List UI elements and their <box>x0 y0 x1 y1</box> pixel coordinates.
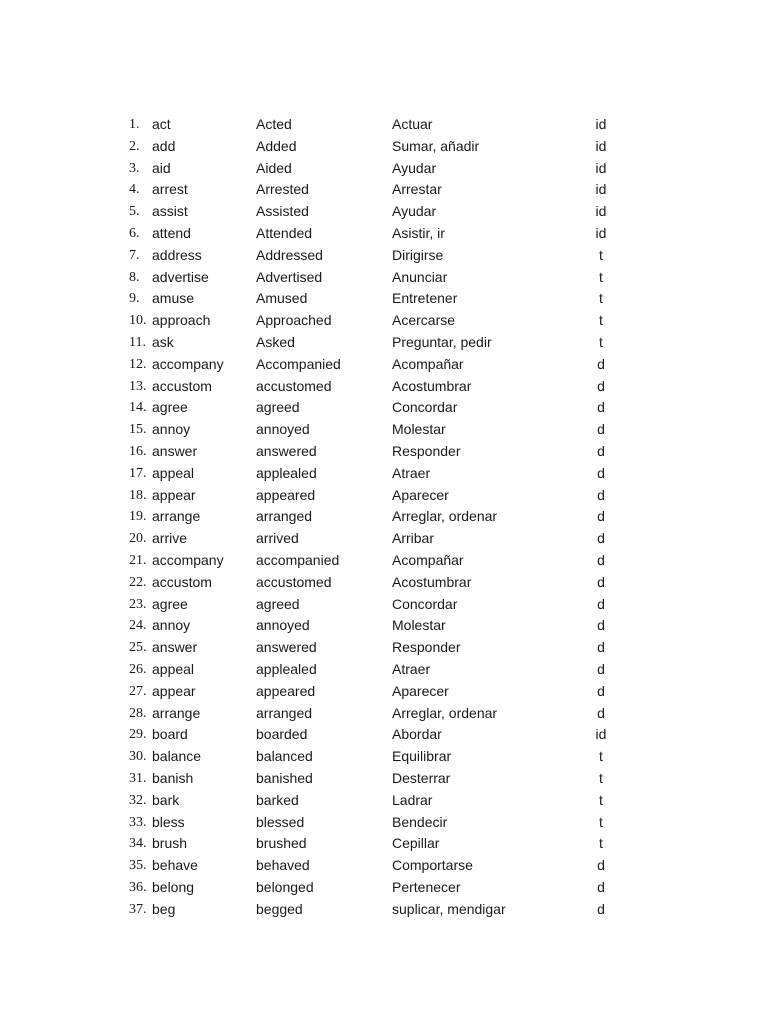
verb-row <box>0 615 768 637</box>
verb-base-form: behave <box>152 857 198 874</box>
verb-base-form: address <box>152 246 202 263</box>
verb-past-form: applealed <box>256 661 317 677</box>
verb-row <box>0 877 768 899</box>
verb-spanish-translation: Sumar, añadir <box>392 137 480 154</box>
verb-spanish-translation: Equilibrar <box>392 748 452 765</box>
verb-spanish-translation: Arrestar <box>392 181 442 198</box>
verb-ending-sound: t <box>599 246 603 263</box>
verb-spanish-translation: Aparecer <box>392 682 449 699</box>
verb-base-form: aid <box>152 159 171 176</box>
verb-spanish-translation: Bendecir <box>392 813 448 830</box>
verb-ending-sound: d <box>597 377 605 394</box>
verb-base-form: belong <box>152 879 195 895</box>
verb-ending-sound: id <box>595 203 607 220</box>
row-number: 18. <box>129 487 147 503</box>
verb-ending-sound: d <box>597 530 605 547</box>
verb-base-form: appear <box>152 486 196 503</box>
verb-ending-sound: d <box>597 552 605 568</box>
verb-row <box>0 223 768 245</box>
row-number: 37. <box>129 901 147 917</box>
row-number: 8. <box>129 269 140 285</box>
verb-spanish-translation: Arreglar, ordenar <box>392 508 498 525</box>
verb-row <box>0 572 768 594</box>
verb-past-form: answered <box>256 443 317 459</box>
row-number: 22. <box>129 574 147 590</box>
verb-base-form: attend <box>152 225 191 241</box>
verb-past-form: annoyed <box>256 617 310 634</box>
verb-past-form: banished <box>256 770 313 786</box>
verb-row <box>0 136 768 158</box>
verb-base-form: assist <box>152 203 188 220</box>
row-number: 31. <box>129 771 147 786</box>
verb-row <box>0 790 768 812</box>
verb-past-form: Attended <box>256 225 313 241</box>
verb-past-form: behaved <box>256 857 310 874</box>
verb-spanish-translation: Entretener <box>392 290 458 307</box>
verb-row <box>0 179 768 201</box>
verb-ending-sound: id <box>595 116 607 132</box>
verb-row <box>0 812 768 834</box>
row-number: 10. <box>129 313 147 329</box>
verb-ending-sound: d <box>597 879 605 895</box>
verb-spanish-translation: Aparecer <box>392 486 449 503</box>
verb-base-form: accompany <box>152 355 224 372</box>
verb-spanish-translation: Acompañar <box>392 552 464 568</box>
verb-spanish-translation: Molestar <box>392 421 446 438</box>
verb-past-form: appeared <box>256 682 316 699</box>
verb-base-form: agree <box>152 595 188 612</box>
verb-spanish-translation: Comportarse <box>392 857 473 874</box>
verb-ending-sound: id <box>595 726 607 743</box>
verb-past-form: arranged <box>256 508 313 525</box>
row-number: 5. <box>129 204 140 220</box>
verb-row <box>0 594 768 616</box>
row-number: 14. <box>129 400 147 416</box>
verb-row <box>0 201 768 223</box>
verb-base-form: answer <box>152 443 198 459</box>
verb-spanish-translation: Concordar <box>392 595 458 612</box>
verb-spanish-translation: Responder <box>392 639 461 656</box>
row-number: 20. <box>129 531 147 547</box>
verb-spanish-translation: Desterrar <box>392 770 451 786</box>
row-number: 25. <box>129 640 147 656</box>
verb-spanish-translation: Abordar <box>392 726 442 743</box>
row-number: 33. <box>129 814 147 830</box>
verb-row <box>0 376 768 398</box>
verb-base-form: annoy <box>152 421 191 438</box>
verb-spanish-translation: Acompañar <box>392 355 464 372</box>
verb-ending-sound: t <box>599 312 603 329</box>
verb-spanish-translation: Acostumbrar <box>392 377 472 394</box>
verb-past-form: Approached <box>256 312 332 329</box>
verb-row <box>0 855 768 877</box>
verb-base-form: accompany <box>152 552 224 568</box>
verb-base-form: approach <box>152 312 211 329</box>
verb-ending-sound: t <box>599 268 603 285</box>
verb-row <box>0 245 768 267</box>
verb-past-form: Assisted <box>256 203 309 220</box>
row-number: 13. <box>129 378 147 394</box>
verb-ending-sound: t <box>599 770 603 786</box>
verb-ending-sound: t <box>599 791 603 808</box>
verb-spanish-translation: Dirigirse <box>392 246 444 263</box>
verb-past-form: Acted <box>256 116 292 132</box>
verb-ending-sound: d <box>597 464 605 481</box>
verb-past-form: Accompanied <box>256 355 341 372</box>
verb-past-form: Advertised <box>256 268 323 285</box>
verb-ending-sound: d <box>597 900 605 917</box>
verb-past-form: Addressed <box>256 246 323 263</box>
verb-spanish-translation: Ayudar <box>392 203 437 220</box>
verb-ending-sound: t <box>599 835 603 852</box>
verb-ending-sound: id <box>595 159 607 176</box>
row-number: 17. <box>129 465 147 481</box>
verb-spanish-translation: Actuar <box>392 116 433 132</box>
verb-ending-sound: d <box>597 399 605 416</box>
verb-ending-sound: t <box>599 334 603 350</box>
verb-past-form: Asked <box>256 334 295 350</box>
verb-row <box>0 768 768 790</box>
verb-spanish-translation: Cepillar <box>392 835 440 852</box>
row-number: 24. <box>129 618 147 634</box>
verb-base-form: amuse <box>152 290 195 307</box>
verb-ending-sound: d <box>597 661 605 677</box>
row-number: 19. <box>129 509 147 525</box>
verb-base-form: annoy <box>152 617 191 634</box>
verb-past-form: applealed <box>256 464 317 481</box>
verb-past-form: brushed <box>256 835 307 852</box>
verb-ending-sound: t <box>599 813 603 830</box>
verb-spanish-translation: Molestar <box>392 617 446 634</box>
verb-spanish-translation: Atraer <box>392 464 431 481</box>
verb-base-form: board <box>152 726 188 743</box>
verb-ending-sound: d <box>597 595 605 612</box>
verb-row <box>0 463 768 485</box>
verb-spanish-translation: Arribar <box>392 530 435 547</box>
verb-ending-sound: d <box>597 857 605 874</box>
verb-base-form: banish <box>152 770 194 786</box>
verb-ending-sound: id <box>595 225 607 241</box>
verb-row <box>0 724 768 746</box>
verb-row <box>0 833 768 855</box>
verb-row <box>0 485 768 507</box>
verb-base-form: appeal <box>152 464 195 481</box>
verb-base-form: advertise <box>152 268 209 285</box>
verb-base-form: arrest <box>152 181 188 198</box>
verb-row <box>0 158 768 180</box>
verb-ending-sound: d <box>597 639 605 656</box>
row-number: 29. <box>129 727 147 743</box>
verb-base-form: beg <box>152 900 176 917</box>
verb-ending-sound: d <box>597 704 605 721</box>
verb-past-form: blessed <box>256 813 305 830</box>
verb-base-form: arrange <box>152 508 201 525</box>
verb-row <box>0 506 768 528</box>
row-number: 3. <box>129 160 140 176</box>
verb-past-form: appeared <box>256 486 316 503</box>
verb-ending-sound: t <box>599 290 603 307</box>
verb-past-form: Aided <box>256 159 292 176</box>
verb-past-form: boarded <box>256 726 308 743</box>
row-number: 35. <box>129 858 147 874</box>
verb-row <box>0 441 768 463</box>
verb-row <box>0 899 768 921</box>
verb-past-form: accustomed <box>256 573 332 590</box>
verb-spanish-translation: Responder <box>392 443 461 459</box>
verb-past-form: accompanied <box>256 552 340 568</box>
verb-past-form: agreed <box>256 595 300 612</box>
row-number: 27. <box>129 683 147 699</box>
verb-spanish-translation: Ayudar <box>392 159 437 176</box>
verb-spanish-translation: Atraer <box>392 661 431 677</box>
verb-ending-sound: d <box>597 573 605 590</box>
row-number: 23. <box>129 596 147 612</box>
verb-row <box>0 310 768 332</box>
verb-row <box>0 703 768 725</box>
row-number: 36. <box>129 880 147 895</box>
verb-spanish-translation: Ladrar <box>392 791 433 808</box>
row-number: 26. <box>129 662 147 677</box>
row-number: 34. <box>129 836 147 852</box>
verb-base-form: answer <box>152 639 198 656</box>
verb-ending-sound: d <box>597 508 605 525</box>
row-number: 11. <box>129 335 146 350</box>
verb-base-form: arrive <box>152 530 188 547</box>
verb-row <box>0 288 768 310</box>
verb-past-form: annoyed <box>256 421 310 438</box>
verb-row <box>0 550 768 572</box>
row-number: 21. <box>129 553 147 568</box>
verb-ending-sound: d <box>597 486 605 503</box>
verb-row <box>0 746 768 768</box>
verb-row <box>0 332 768 354</box>
verb-spanish-translation: Anunciar <box>392 268 448 285</box>
verb-base-form: accustom <box>152 377 212 394</box>
row-number: 32. <box>129 792 147 808</box>
verb-row <box>0 397 768 419</box>
row-number: 15. <box>129 422 147 438</box>
verb-past-form: answered <box>256 639 317 656</box>
verb-past-form: arrived <box>256 530 299 547</box>
verb-spanish-translation: Acercarse <box>392 312 456 329</box>
verb-past-form: agreed <box>256 399 300 416</box>
verb-ending-sound: id <box>595 137 607 154</box>
verb-past-form: Amused <box>256 290 308 307</box>
verb-ending-sound: d <box>597 617 605 634</box>
verb-base-form: brush <box>152 835 188 852</box>
verb-ending-sound: id <box>595 181 607 198</box>
verb-base-form: act <box>152 116 171 132</box>
verb-base-form: accustom <box>152 573 212 590</box>
row-number: 6. <box>129 226 140 241</box>
verb-base-form: balance <box>152 748 202 765</box>
verb-past-form: barked <box>256 791 299 808</box>
verb-ending-sound: d <box>597 682 605 699</box>
verb-past-form: belonged <box>256 879 314 895</box>
verb-spanish-translation: suplicar, mendigar <box>392 900 506 917</box>
verb-row <box>0 354 768 376</box>
row-number: 7. <box>129 247 140 263</box>
verb-spanish-translation: Pertenecer <box>392 879 461 895</box>
verb-row <box>0 267 768 289</box>
verb-spanish-translation: Preguntar, pedir <box>392 334 492 350</box>
row-number: 1. <box>129 117 140 132</box>
verb-ending-sound: t <box>599 748 603 765</box>
verb-ending-sound: d <box>597 355 605 372</box>
verb-row <box>0 114 768 136</box>
verb-row <box>0 659 768 681</box>
verb-row <box>0 637 768 659</box>
row-number: 30. <box>129 749 147 765</box>
verb-ending-sound: d <box>597 421 605 438</box>
verb-spanish-translation: Concordar <box>392 399 458 416</box>
verb-past-form: accustomed <box>256 377 332 394</box>
verb-spanish-translation: Acostumbrar <box>392 573 472 590</box>
verb-ending-sound: d <box>597 443 605 459</box>
verb-base-form: appeal <box>152 661 195 677</box>
verb-past-form: arranged <box>256 704 313 721</box>
verb-base-form: appear <box>152 682 196 699</box>
row-number: 9. <box>129 291 140 307</box>
row-number: 4. <box>129 182 140 198</box>
row-number: 28. <box>129 705 147 721</box>
verb-base-form: ask <box>152 334 174 350</box>
verb-row <box>0 681 768 703</box>
verb-row <box>0 528 768 550</box>
verb-base-form: arrange <box>152 704 201 721</box>
row-number: 2. <box>129 138 140 154</box>
row-number: 16. <box>129 444 147 459</box>
row-number: 12. <box>129 356 147 372</box>
verb-past-form: begged <box>256 900 303 917</box>
verb-past-form: Arrested <box>256 181 309 198</box>
verb-past-form: Added <box>256 137 297 154</box>
verb-base-form: agree <box>152 399 188 416</box>
verb-spanish-translation: Arreglar, ordenar <box>392 704 498 721</box>
verb-base-form: add <box>152 137 176 154</box>
verb-base-form: bark <box>152 791 180 808</box>
verb-spanish-translation: Asistir, ir <box>392 225 445 241</box>
verb-base-form: bless <box>152 813 185 830</box>
verb-past-form: balanced <box>256 748 313 765</box>
verb-row <box>0 419 768 441</box>
